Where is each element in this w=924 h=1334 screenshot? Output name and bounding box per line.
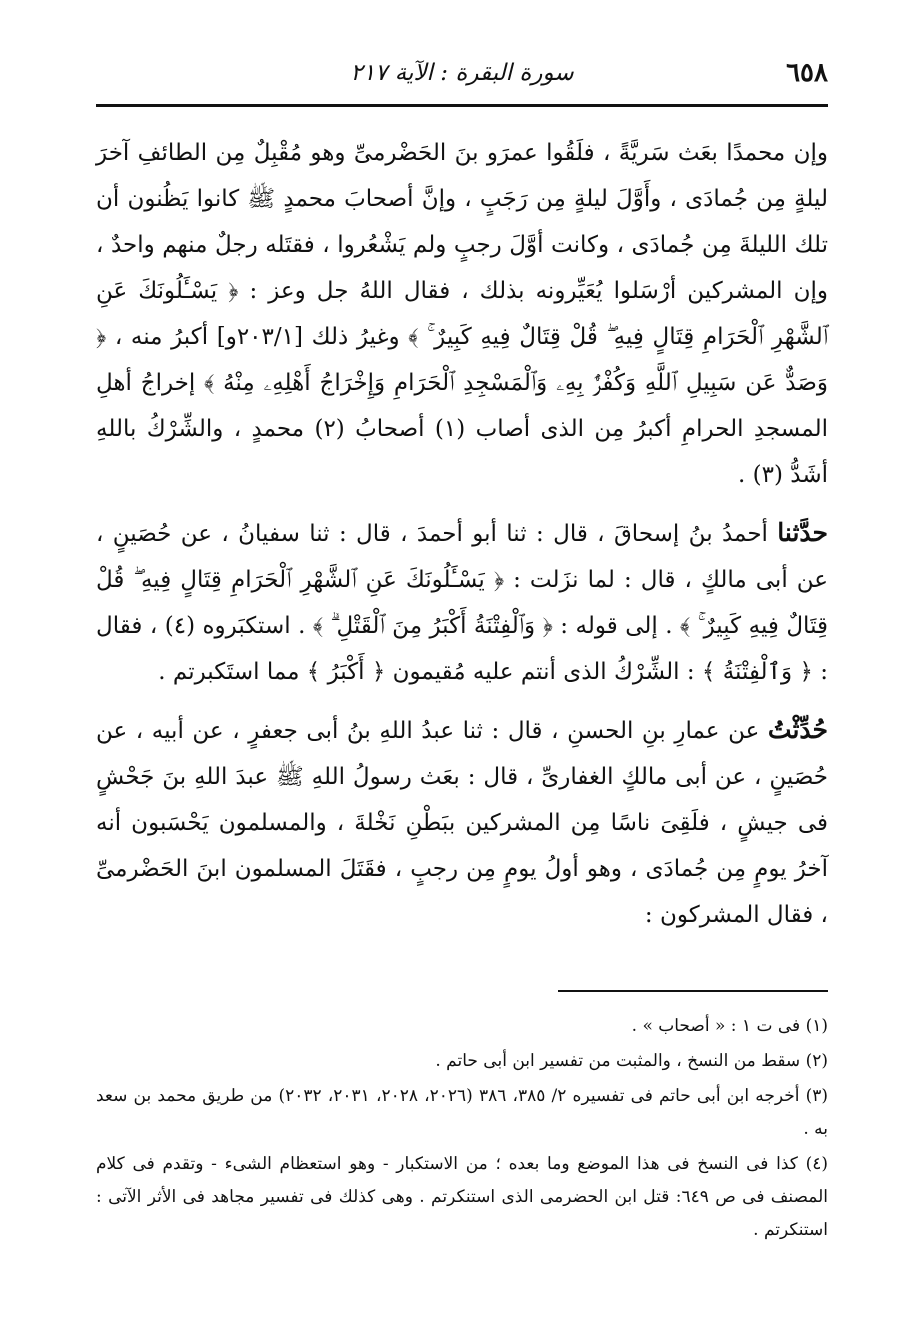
paragraph-3 <box>96 707 828 938</box>
paragraph-3-text: عن عمارِ بنِ الحسنِ ، قال : ثنا عبدُ اللهِ بنُ أبى جعفرٍ ، عن أبيه ، عن حُصَينٍ ، عن أبى مالكٍ الغفارىِّ ، قال : بعَث رسولُ اللهِ ﷺ عبدَ اللهِ بنَ جَحْشٍ فى جيشٍ ، فلَقِىَ ناسًا مِن المشركين ببَطْنِ نَخْلةَ ، والمسلمون يَحْسَبون أنه آخرُ يومٍ مِن جُمادَى ، وهو أولُ يومٍ مِن رجبٍ ، فقَتَلَ المسلمون ابنَ الحَضْرمىِّ ، فقال المشركون : <box>96 718 828 928</box>
header-divider <box>96 104 828 107</box>
paragraph-2 <box>96 510 828 695</box>
footnote-4: (٤) كذا فى النسخ فى هذا الموضع وما بعده ؛ من الاستكبار - وهو استعظام الشىء - وتقدم فى كلام المصنف فى ص ٦٤٩: قتل ابن الحضرمى الذى استنكرتم . وهى كذلك فى تفسير مجاهد فى الأثر الآتى : استنكرتم . <box>96 1154 828 1240</box>
paragraph-1: وإن محمدًا بعَث سَريَّةً ، فلَقُوا عمرَو بنَ الحَضْرمىِّ وهو مُقْبِلٌ مِن الطائفِ آخرَ ليلةٍ مِن جُمادَى ، وأَوَّلَ ليلةٍ مِن رَجَبٍ ، وإنَّ أصحابَ محمدٍ ﷺ كانوا يَظُنون أن تلك الليلةَ مِن جُمادَى ، وكانت أوَّلَ رجبٍ ولم يَشْعُروا ، فقتَله رجلٌ منهم واحدٌ ، وإن المشركين أرْسَلوا يُعَيِّرونه بذلك ، فقال اللهُ جل وعز : ﴿ يَسْـَٔلُونَكَ عَنِ ٱلشَّهْرِ ٱلْحَرَامِ قِتَالٍ فِيهِ ۖ قُلْ قِتَالٌ فِيهِ كَبِيرٌ ۚ ﴾ وغيرُ ذلك [٢٠٣/١و] أكبرُ منه ، ﴿ وَصَدٌّ عَن سَبِيلِ ٱللَّهِ وَكُفْرٌۢ بِهِۦ وَٱلْمَسْجِدِ ٱلْحَرَامِ وَإِخْرَاجُ أَهْلِهِۦ مِنْهُ ﴾ إخراجُ أهلِ المسجدِ الحرامِ أكبرُ مِن الذى أصاب (١) أصحابُ (٢) محمدٍ ، والشِّرْكُ باللهِ أشَدُّ (٣) . <box>96 140 828 488</box>
page-number: ٦٥٨ <box>786 58 828 88</box>
footnote-1: (١) فى ت ١ : « أصحاب » . <box>631 1016 828 1036</box>
running-title: سورة البقرة : الآية ٢١٧ <box>350 60 574 86</box>
main-text <box>96 130 828 950</box>
paragraph-2-lead: حدَّثنا <box>777 518 828 547</box>
footnote-divider <box>558 990 828 992</box>
footnote-2: (٢) سقط من النسخ ، والمثبت من تفسير ابن أبى حاتم . <box>435 1051 828 1071</box>
paragraph-3-lead: حُدِّثْتُ <box>767 715 828 744</box>
page-header <box>96 52 828 100</box>
footnote-3: (٣) أخرجه ابن أبى حاتم فى تفسيره ٢/ ٣٨٥، ٣٨٦ (٢٠٢٦، ٢٠٢٨، ٢٠٣١، ٢٠٣٢) من طريق محمد بن سعد به . <box>96 1086 829 1139</box>
paragraph-2-text: أحمدُ بنُ إسحاقَ ، قال : ثنا أبو أحمدَ ، قال : ثنا سفيانُ ، عن حُصَينٍ ، عن أبى مالكٍ ، قال : لما نزَلت : ﴿ يَسْـَٔلُونَكَ عَنِ ٱلشَّهْرِ ٱلْحَرَامِ قِتَالٍ فِيهِ ۖ قُلْ قِتَالٌ فِيهِ كَبِيرٌ ۚ ﴾ . إلى قوله : ﴿ وَٱلْفِتْنَةُ أَكْبَرُ مِنَ ٱلْقَتْلِ ۗ ﴾ . استكبَروه (٤) ، فقال : ﴿ وَٱلْفِتْنَةُ ﴾ : الشِّرْكُ الذى أنتم عليه مُقيمون ﴿ أَكْبَرُ ﴾ مما استَكبرتم . <box>96 521 829 685</box>
footnotes <box>96 1010 828 1249</box>
